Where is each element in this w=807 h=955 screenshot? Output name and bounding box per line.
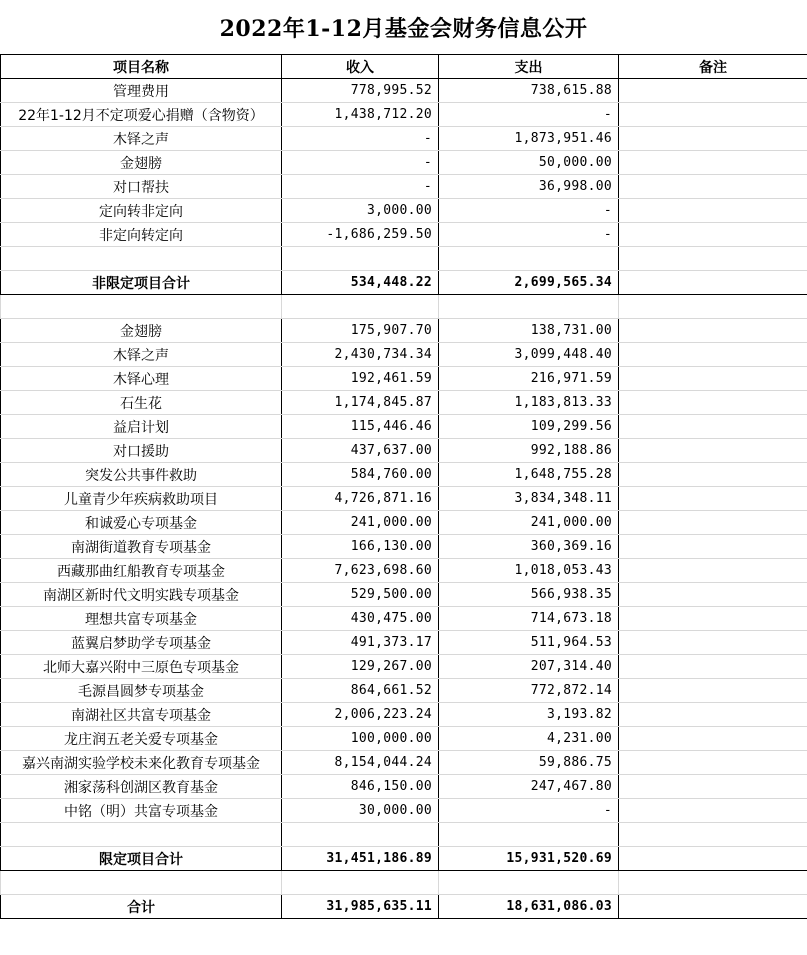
income-cell[interactable]: 31,985,635.11 (282, 895, 439, 919)
income-cell[interactable]: 1,174,845.87 (282, 391, 439, 415)
table-row (1, 607, 807, 631)
project-name-cell[interactable]: 非限定项目合计 (1, 271, 282, 295)
expense-cell[interactable]: - (439, 223, 619, 247)
table-row (1, 127, 807, 151)
income-cell[interactable]: 192,461.59 (282, 367, 439, 391)
income-cell[interactable]: 437,637.00 (282, 439, 439, 463)
note-cell[interactable] (619, 343, 807, 367)
note-cell[interactable] (619, 391, 807, 415)
note-cell[interactable] (619, 655, 807, 679)
expense-cell[interactable]: 2,699,565.34 (439, 271, 619, 295)
note-cell[interactable] (619, 775, 807, 799)
table-body (1, 79, 807, 919)
project-name-cell[interactable]: 金翅膀 (1, 319, 282, 343)
project-name-cell[interactable]: 合计 (1, 895, 282, 919)
project-name-cell[interactable]: 对口援助 (1, 439, 282, 463)
expense-cell[interactable]: - (439, 103, 619, 127)
empty-cell[interactable] (619, 295, 807, 319)
project-name-cell[interactable]: 中铭（明）共富专项基金 (1, 799, 282, 823)
note-cell[interactable] (619, 847, 807, 871)
table-row (1, 751, 807, 775)
project-name-cell[interactable]: 定向转非定向 (1, 199, 282, 223)
table-row (1, 199, 807, 223)
note-cell[interactable] (619, 103, 807, 127)
table-row (1, 775, 807, 799)
table-row (1, 679, 807, 703)
expense-cell[interactable]: 3,193.82 (439, 703, 619, 727)
table-row (1, 535, 807, 559)
project-name-cell[interactable]: 毛源昌圆梦专项基金 (1, 679, 282, 703)
note-cell[interactable] (619, 271, 807, 295)
note-cell[interactable] (619, 175, 807, 199)
expense-cell[interactable]: 241,000.00 (439, 511, 619, 535)
project-name-cell[interactable]: 木铎心理 (1, 367, 282, 391)
note-cell[interactable] (619, 439, 807, 463)
income-cell[interactable]: 3,000.00 (282, 199, 439, 223)
table-row (1, 655, 807, 679)
empty-row (1, 823, 807, 847)
empty-row (1, 871, 807, 895)
expense-cell[interactable]: 36,998.00 (439, 175, 619, 199)
income-cell[interactable]: 778,995.52 (282, 79, 439, 103)
note-cell[interactable] (619, 679, 807, 703)
expense-cell[interactable]: 216,971.59 (439, 367, 619, 391)
project-name-cell[interactable]: 嘉兴南湖实验学校未来化教育专项基金 (1, 751, 282, 775)
empty-cell[interactable] (1, 295, 282, 319)
expense-cell[interactable]: 247,467.80 (439, 775, 619, 799)
income-cell[interactable]: 2,006,223.24 (282, 703, 439, 727)
empty-cell[interactable] (282, 295, 439, 319)
header-note[interactable]: 备注 (619, 55, 807, 79)
project-name-cell[interactable]: 22年1-12月不定项爱心捐赠（含物资） (1, 103, 282, 127)
note-cell[interactable] (619, 895, 807, 919)
project-name-cell[interactable]: 理想共富专项基金 (1, 607, 282, 631)
expense-cell[interactable]: 18,631,086.03 (439, 895, 619, 919)
income-cell[interactable]: 31,451,186.89 (282, 847, 439, 871)
project-name-cell[interactable]: 南湖街道教育专项基金 (1, 535, 282, 559)
income-cell[interactable]: - (282, 151, 439, 175)
non-restricted-total-row (1, 271, 807, 295)
project-name-cell[interactable]: 南湖区新时代文明实践专项基金 (1, 583, 282, 607)
income-cell[interactable]: 529,500.00 (282, 583, 439, 607)
table-row (1, 367, 807, 391)
income-cell[interactable]: 4,726,871.16 (282, 487, 439, 511)
expense-cell[interactable]: 59,886.75 (439, 751, 619, 775)
table-row (1, 631, 807, 655)
header-row (1, 55, 807, 79)
table-row (1, 151, 807, 175)
expense-cell[interactable]: 1,183,813.33 (439, 391, 619, 415)
income-cell[interactable]: 2,430,734.34 (282, 343, 439, 367)
expense-cell[interactable]: 714,673.18 (439, 607, 619, 631)
header-expense[interactable]: 支出 (439, 55, 619, 79)
project-name-cell[interactable]: 石生花 (1, 391, 282, 415)
note-cell[interactable] (619, 463, 807, 487)
note-cell[interactable] (619, 151, 807, 175)
income-cell[interactable]: 864,661.52 (282, 679, 439, 703)
expense-cell[interactable]: 4,231.00 (439, 727, 619, 751)
project-name-cell[interactable]: 限定项目合计 (1, 847, 282, 871)
income-cell[interactable]: 166,130.00 (282, 535, 439, 559)
table-row (1, 223, 807, 247)
project-name-cell[interactable]: 金翅膀 (1, 151, 282, 175)
empty-cell[interactable] (619, 871, 807, 895)
table-row (1, 583, 807, 607)
table-row (1, 319, 807, 343)
note-cell[interactable] (619, 415, 807, 439)
project-name-cell[interactable]: 益启计划 (1, 415, 282, 439)
project-name-cell[interactable]: 湘家荡科创湖区教育基金 (1, 775, 282, 799)
note-cell[interactable] (619, 751, 807, 775)
note-cell[interactable] (619, 703, 807, 727)
project-name-cell[interactable]: 和诚爱心专项基金 (1, 511, 282, 535)
project-name-cell[interactable]: 突发公共事件救助 (1, 463, 282, 487)
expense-cell[interactable]: 3,834,348.11 (439, 487, 619, 511)
note-cell[interactable] (619, 319, 807, 343)
table-row (1, 343, 807, 367)
expense-cell[interactable]: 738,615.88 (439, 79, 619, 103)
expense-cell[interactable]: 1,648,755.28 (439, 463, 619, 487)
expense-cell[interactable]: 566,938.35 (439, 583, 619, 607)
note-cell[interactable] (619, 487, 807, 511)
income-cell[interactable]: 7,623,698.60 (282, 559, 439, 583)
table-row (1, 799, 807, 823)
note-cell[interactable] (619, 607, 807, 631)
table-row (1, 703, 807, 727)
table-row (1, 391, 807, 415)
table-row (1, 175, 807, 199)
income-cell[interactable]: 534,448.22 (282, 271, 439, 295)
empty-cell[interactable] (619, 823, 807, 847)
expense-cell[interactable]: 15,931,520.69 (439, 847, 619, 871)
expense-cell[interactable]: 138,731.00 (439, 319, 619, 343)
income-cell[interactable]: - (282, 127, 439, 151)
empty-cell[interactable] (439, 871, 619, 895)
note-cell[interactable] (619, 583, 807, 607)
empty-cell[interactable] (1, 871, 282, 895)
income-cell[interactable]: 241,000.00 (282, 511, 439, 535)
project-name-cell[interactable]: 对口帮扶 (1, 175, 282, 199)
empty-row (1, 247, 807, 271)
income-cell[interactable]: 1,438,712.20 (282, 103, 439, 127)
expense-cell[interactable]: 1,018,053.43 (439, 559, 619, 583)
empty-cell[interactable] (439, 823, 619, 847)
table-row (1, 463, 807, 487)
income-cell[interactable]: 100,000.00 (282, 727, 439, 751)
income-cell[interactable]: 430,475.00 (282, 607, 439, 631)
note-cell[interactable] (619, 631, 807, 655)
project-name-cell[interactable]: 木铎之声 (1, 127, 282, 151)
empty-cell[interactable] (282, 871, 439, 895)
income-cell[interactable]: 846,150.00 (282, 775, 439, 799)
table-row (1, 439, 807, 463)
project-name-cell[interactable]: 儿童青少年疾病救助项目 (1, 487, 282, 511)
income-cell[interactable]: 30,000.00 (282, 799, 439, 823)
income-cell[interactable]: - (282, 175, 439, 199)
empty-row (1, 295, 807, 319)
income-cell[interactable]: 175,907.70 (282, 319, 439, 343)
header-project-name[interactable]: 项目名称 (1, 55, 282, 79)
income-cell[interactable]: 129,267.00 (282, 655, 439, 679)
table-row (1, 103, 807, 127)
empty-cell[interactable] (1, 823, 282, 847)
expense-cell[interactable]: - (439, 799, 619, 823)
expense-cell[interactable]: 3,099,448.40 (439, 343, 619, 367)
grand-total-row (1, 895, 807, 919)
expense-cell[interactable]: 1,873,951.46 (439, 127, 619, 151)
note-cell[interactable] (619, 223, 807, 247)
table-row (1, 727, 807, 751)
income-cell[interactable]: -1,686,259.50 (282, 223, 439, 247)
income-cell[interactable]: 584,760.00 (282, 463, 439, 487)
project-name-cell[interactable]: 非定向转定向 (1, 223, 282, 247)
empty-cell[interactable] (282, 823, 439, 847)
expense-cell[interactable]: 207,314.40 (439, 655, 619, 679)
expense-cell[interactable]: - (439, 199, 619, 223)
income-cell[interactable]: 115,446.46 (282, 415, 439, 439)
note-cell[interactable] (619, 799, 807, 823)
project-name-cell[interactable]: 管理费用 (1, 79, 282, 103)
project-name-cell[interactable]: 西藏那曲红船教育专项基金 (1, 559, 282, 583)
project-name-cell[interactable]: 蓝翼启梦助学专项基金 (1, 631, 282, 655)
note-cell[interactable] (619, 79, 807, 103)
table-row (1, 487, 807, 511)
project-name-cell[interactable]: 木铎之声 (1, 343, 282, 367)
note-cell[interactable] (619, 199, 807, 223)
expense-cell[interactable]: 772,872.14 (439, 679, 619, 703)
expense-cell[interactable]: 992,188.86 (439, 439, 619, 463)
restricted-total-row (1, 847, 807, 871)
project-name-cell[interactable]: 北师大嘉兴附中三原色专项基金 (1, 655, 282, 679)
empty-cell[interactable] (1, 247, 282, 271)
empty-cell[interactable] (439, 247, 619, 271)
table-row (1, 415, 807, 439)
project-name-cell[interactable]: 南湖社区共富专项基金 (1, 703, 282, 727)
expense-cell[interactable]: 511,964.53 (439, 631, 619, 655)
empty-cell[interactable] (282, 247, 439, 271)
table-row (1, 511, 807, 535)
note-cell[interactable] (619, 511, 807, 535)
table-row (1, 79, 807, 103)
header-income[interactable]: 收入 (282, 55, 439, 79)
note-cell[interactable] (619, 535, 807, 559)
note-cell[interactable] (619, 559, 807, 583)
expense-cell[interactable]: 360,369.16 (439, 535, 619, 559)
empty-cell[interactable] (439, 295, 619, 319)
table-row (1, 559, 807, 583)
note-cell[interactable] (619, 727, 807, 751)
income-cell[interactable]: 8,154,044.24 (282, 751, 439, 775)
expense-cell[interactable]: 109,299.56 (439, 415, 619, 439)
income-cell[interactable]: 491,373.17 (282, 631, 439, 655)
empty-cell[interactable] (619, 247, 807, 271)
note-cell[interactable] (619, 127, 807, 151)
expense-cell[interactable]: 50,000.00 (439, 151, 619, 175)
page-title: 2022年1-12月基金会财务信息公开 (219, 15, 588, 42)
project-name-cell[interactable]: 龙庄润五老关爱专项基金 (1, 727, 282, 751)
finance-table (0, 54, 807, 919)
note-cell[interactable] (619, 367, 807, 391)
